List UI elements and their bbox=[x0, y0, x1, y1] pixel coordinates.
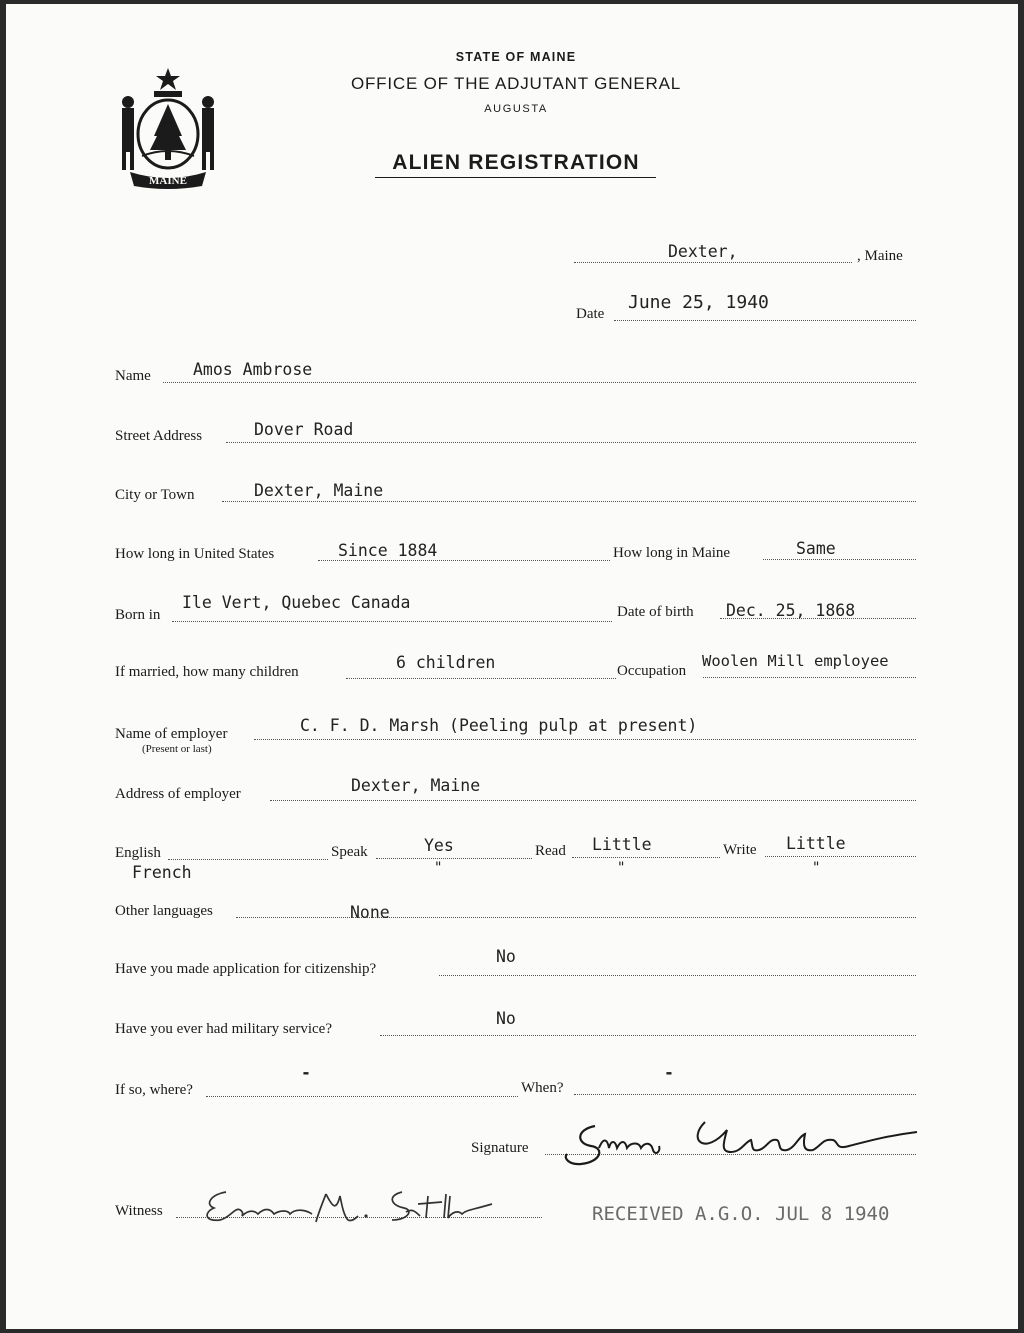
speak-label: Speak bbox=[331, 844, 368, 860]
witness-signature bbox=[196, 1182, 496, 1228]
when-value: - bbox=[664, 1063, 674, 1082]
french-write-value: " bbox=[812, 860, 821, 876]
occupation-line bbox=[703, 677, 916, 678]
citizenship-line bbox=[439, 975, 916, 976]
how-long-us-line bbox=[318, 560, 610, 561]
french-speak-value: " bbox=[434, 860, 443, 876]
speak-line bbox=[376, 858, 532, 859]
english-label: English bbox=[115, 845, 161, 861]
born-in-label: Born in bbox=[115, 607, 161, 623]
how-long-us-value: Since 1884 bbox=[338, 541, 438, 560]
other-languages-label: Other languages bbox=[115, 903, 213, 919]
english-write-value: Little bbox=[786, 834, 846, 853]
city-label: City or Town bbox=[115, 487, 195, 503]
how-long-us-label: How long in United States bbox=[115, 546, 275, 562]
employer-address-label: Address of employer bbox=[115, 786, 241, 802]
citizenship-value: No bbox=[496, 947, 516, 966]
children-value: 6 children bbox=[396, 653, 496, 672]
date-of-birth-value: Dec. 25, 1868 bbox=[726, 601, 856, 620]
employer-address-line bbox=[270, 800, 916, 801]
applicant-signature bbox=[555, 1112, 925, 1176]
street-value: Dover Road bbox=[254, 420, 354, 439]
when-line bbox=[574, 1094, 916, 1095]
name-line bbox=[163, 382, 916, 383]
town-line bbox=[574, 262, 852, 263]
occupation-value: Woolen Mill employee bbox=[702, 652, 889, 670]
citizenship-label: Have you made application for citizenship? bbox=[115, 961, 377, 977]
children-label: If married, how many children bbox=[115, 664, 299, 680]
town-value: Dexter, bbox=[668, 242, 738, 261]
date-line bbox=[614, 320, 916, 321]
english-read-value: Little bbox=[592, 835, 652, 854]
read-line bbox=[572, 857, 720, 858]
date-value: June 25, 1940 bbox=[628, 292, 769, 313]
how-long-maine-line bbox=[763, 559, 916, 560]
received-stamp: RECEIVED A.G.O. JUL 8 1940 bbox=[592, 1203, 890, 1225]
occupation-label: Occupation bbox=[617, 663, 687, 679]
write-label: Write bbox=[723, 842, 757, 858]
military-line bbox=[380, 1035, 916, 1036]
french-label: French bbox=[132, 863, 192, 882]
other-languages-value: None bbox=[350, 903, 390, 922]
write-line bbox=[765, 856, 916, 857]
employer-sublabel: (Present or last) bbox=[142, 743, 212, 755]
children-line bbox=[346, 678, 616, 679]
title-underline bbox=[375, 177, 656, 178]
where-line bbox=[206, 1096, 518, 1097]
name-label: Name bbox=[115, 368, 151, 384]
english-line bbox=[168, 859, 328, 860]
employer-address-value: Dexter, Maine bbox=[351, 776, 481, 795]
city-value: Dexter, Maine bbox=[254, 481, 384, 500]
when-label: When? bbox=[521, 1080, 564, 1096]
seal-text: MAINE bbox=[149, 175, 187, 187]
date-of-birth-label: Date of birth bbox=[617, 604, 694, 620]
military-label: Have you ever had military service? bbox=[115, 1021, 332, 1037]
header-office: OFFICE OF THE ADJUTANT GENERAL bbox=[350, 74, 682, 93]
english-speak-value: Yes bbox=[424, 836, 454, 855]
military-value: No bbox=[496, 1009, 516, 1028]
name-value: Amos Ambrose bbox=[193, 360, 313, 379]
street-line bbox=[226, 442, 916, 443]
read-label: Read bbox=[535, 843, 566, 859]
french-read-value: " bbox=[617, 860, 626, 876]
how-long-maine-label: How long in Maine bbox=[613, 545, 731, 561]
other-languages-line bbox=[236, 917, 916, 918]
how-long-maine-value: Same bbox=[796, 539, 836, 558]
date-label: Date bbox=[576, 306, 605, 322]
born-in-line bbox=[172, 621, 612, 622]
maine-suffix-label: , Maine bbox=[857, 248, 903, 264]
witness-label: Witness bbox=[115, 1203, 163, 1219]
signature-label: Signature bbox=[471, 1140, 529, 1156]
where-value: - bbox=[301, 1063, 311, 1082]
city-line bbox=[222, 501, 916, 502]
header-state: STATE OF MAINE bbox=[455, 50, 577, 64]
employer-line bbox=[254, 739, 916, 740]
employer-label: Name of employer bbox=[115, 726, 228, 742]
street-label: Street Address bbox=[115, 428, 203, 444]
form-title: ALIEN REGISTRATION bbox=[392, 151, 640, 174]
born-in-value: Ile Vert, Quebec Canada bbox=[182, 593, 411, 612]
where-label: If so, where? bbox=[115, 1082, 193, 1098]
employer-value: C. F. D. Marsh (Peeling pulp at present) bbox=[300, 716, 698, 735]
header-city: AUGUSTA bbox=[484, 103, 548, 115]
